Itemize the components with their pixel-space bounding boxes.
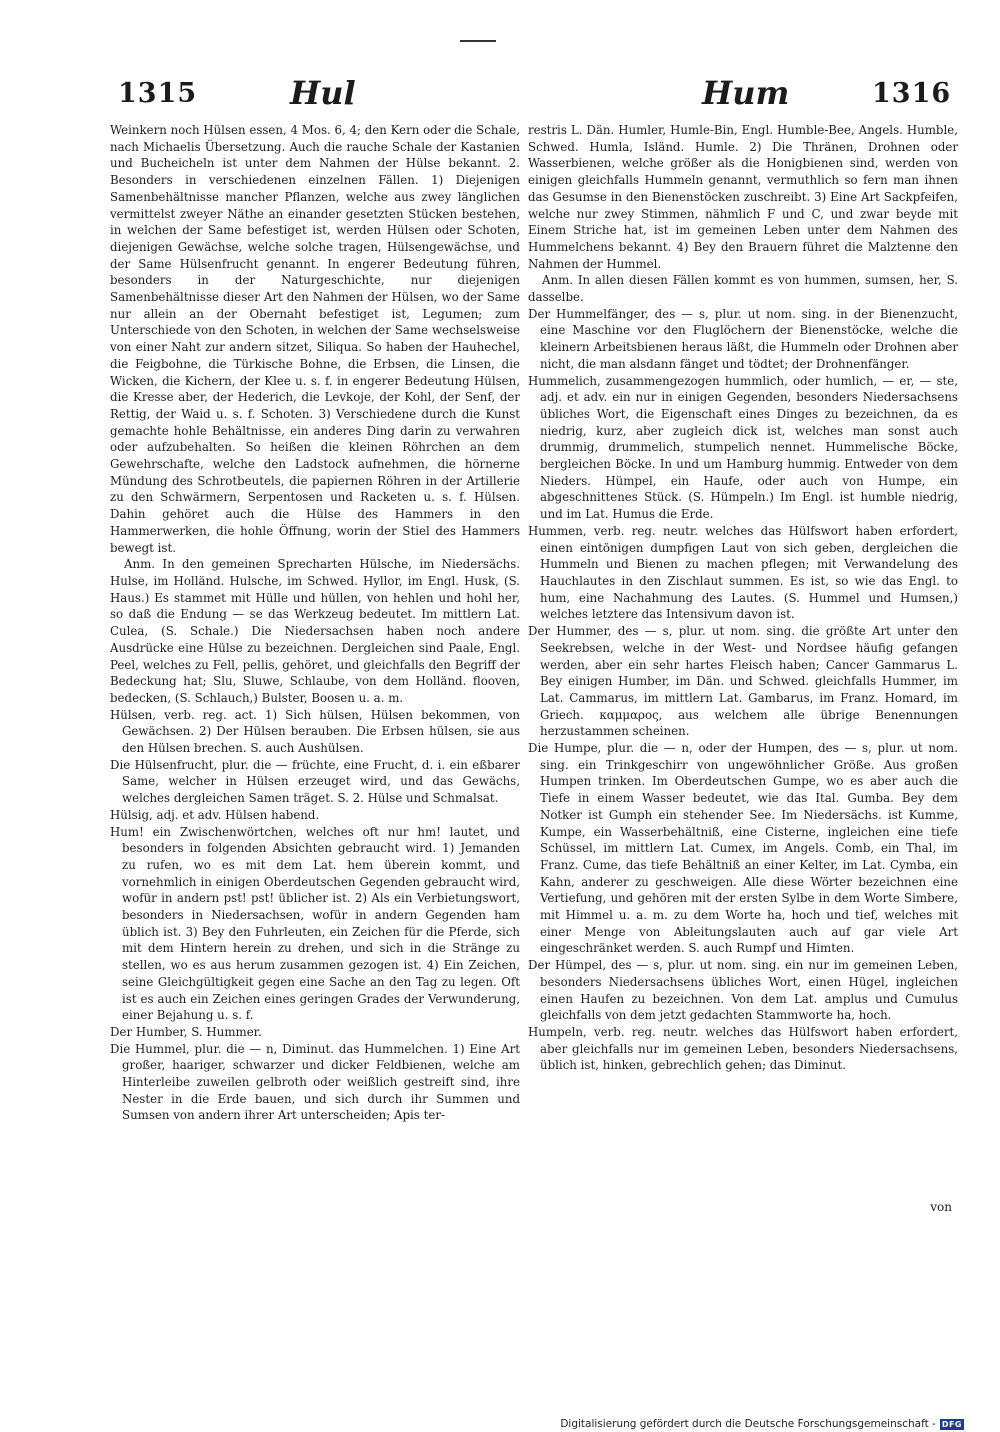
dictionary-entry: Hum! ein Zwischenwörtchen, welches oft nur hm! lautet, und besonders in folgenden Absichten gebraucht wird. 1) Jemanden zu rufen, wo es mit dem Lat. hem überein kommt, und vornehmlich in einigen Oberdeutschen Gegenden gebraucht wird, wofür in andern pst! pst! üblicher ist. 2) Als ein Verbietungswort, besonders in Niedersachsen, wofür in andern Gegenden ham üblich ist. 3) Bey den Fuhrleuten, ein Zeichen für die Pferde, sich mit dem Hintern herein zu drehen, und sich in die Stränge zu stellen, wo es aus herum zusammen gezogen ist. 4) Ein Zeichen, seine Gleichgültigkeit gegen eine Sache an den Tag zu legen. Oft ist es auch ein Zeichen eines geringen Grades der Verwunderung, einer Bejahung u. s. f. xyxy=(110,824,520,1023)
continued-paragraph: restris L. Dän. Humler, Humle-Bin, Engl. Humble-Bee, Angels. Humble, Schwed. Humla, Isländ. Humle. 2) Die Thränen, Drohnen oder Wasserbienen, welche größer als die Honigbienen sind, werden von einigen gleichfalls Hummeln genannt, vermuthlich so fern man ihnen das Gesumse in den Bienenstöcken zuschreibt. 3) Eine Art Sackpfeifen, welche nur zwey Stimmen, nähmlich F und C, und zwar beyde mit Einem Striche hat, ist im gemeinen Leben unter dem Nahmen des Hummelchens bekannt. 4) Bey den Brauern führet die Malztenne den Nahmen der Hummel. xyxy=(528,123,958,271)
dictionary-entry: Der Humber, S. Hummer. xyxy=(110,1024,262,1039)
top-rule-mark xyxy=(460,40,478,42)
annotation-paragraph: Anm. In den gemeinen Sprecharten Hülsche, im Niedersächs. Hulse, im Holländ. Hulsche, im Schwed. Hyllor, im Engl. Husk, (S. Haus.) Es stammet mit Hülle und hüllen, von hehlen und hohl her, so daß die Endung — se das Werkzeug bedeutet. Im mittlern Lat. Culea, (S. Schale.) Die Niedersachsen haben noch andere Ausdrücke eine Hülse zu bezeichnen. Dergleichen sind Paale, Engl. Peel, welches zu Fell, pellis, gehöret, und gleichfalls den Begriff der Bedeckung hat; Slu, Sluwe, Schlaube, von dem Holländ. flooven, bedecken, (S. Schlauch,) Bulster, Boosen u. a. m. xyxy=(110,557,520,705)
dictionary-entry: Die Hülsenfrucht, plur. die — früchte, eine Frucht, d. i. ein eßbarer Same, welcher in Hülsen erzeuget wird, und das Gewächs, welches dergleichen Samen träget. S. 2. Hülse und Schmalsat. xyxy=(110,757,520,806)
dictionary-entry: Der Hummelfänger, des — s, plur. ut nom. sing. in der Bienenzucht, eine Maschine vor den Fluglöchern der Bienenstöcke, welche die kleinern Arbeitsbienen heraus läßt, die Hummeln oder Drohnen aber nicht, die man alsdann fänget und tödtet; der Drohnenfänger. xyxy=(528,306,958,371)
dictionary-entry: Hülsen, verb. reg. act. 1) Sich hülsen, Hülsen bekommen, von Gewächsen. 2) Der Hülsen berauben. Die Erbsen hülsen, sie aus den Hülsen brechen. S. auch Aushülsen. xyxy=(110,707,520,756)
annotation-paragraph: Anm. In allen diesen Fällen kommt es von hummen, sumsen, her, S. dasselbe. xyxy=(528,273,958,305)
dictionary-entry: Die Humpe, plur. die — n, oder der Humpen, des — s, plur. ut nom. sing. ein Trinkgeschirr von ungewöhnlicher Größe. Aus großen Humpen trinken. Im Oberdeutschen Gumpe, wo es aber auch die Tiefe in einem Wasser bedeutet, wie das Ital. Gumba. Bey dem Notker ist Gumph ein stehender See. Im Niedersächs. ist Kumme, Kumpe, ein Wasserbehältniß, eine Cisterne, ingleichen eine tiefe Schüssel, im mittlern Lat. Cumex, im Angels. Comb, ein Thal, im Franz. Cume, das tiefe Behältniß an einer Kelter, im Lat. Cymba, ein Kahn, anderer zu geschweigen. Alle diese Wörter bezeichnen eine Vertiefung, und gehören mit der ersten Sylbe in dem Worte Simbere, mit Himmel u. a. m. zu dem Worte ha, hoch und tief, welches mit einer Menge von Ableitungslauten auch auf gar viele Art eingeschränket werden. S. auch Rumpf und Himten. xyxy=(528,741,958,956)
left-column xyxy=(110,122,520,1124)
dfg-logo: DFG xyxy=(941,1419,962,1429)
dictionary-entry: Die Hummel, plur. die — n, Diminut. das Hummelchen. 1) Eine Art großer, haariger, schwarzer und dicker Feldbienen, welche am Hinterleibe zuweilen gelbroth oder weißlich gestreift sind, ihre Nester in die Erde bauen, und sich durch ihr Summen und Sumsen von andern ihrer Art unterscheiden; Apis ter- xyxy=(110,1041,520,1123)
dictionary-entry: Der Hümpel, des — s, plur. ut nom. sing. ein nur im gemeinen Leben, besonders Niedersachsens übliches Wort, einen Hügel, ingleichen einen Haufen zu bezeichnen. Von dem Lat. amplus und Cumulus gleichfalls von dem jetzt gedachten Stammworte ha, hoch. xyxy=(528,958,958,1023)
dictionary-entry: Der Hummer, des — s, plur. ut nom. sing. die größte Art unter den Seekrebsen, welche in der West- und Nordsee häufig gefangen werden, aber ein sehr hartes Fleisch haben; Cancer Gammarus L. Bey einigen Humber, im Dän. und Schwed. gleichfalls Hummer, im Lat. Cammarus, im mittlern Lat. Gambarus, im Franz. Homard, im Griech. καμμαρος, aus welchem alle übrige Benennungen herzustammen scheinen. xyxy=(528,624,958,739)
column-head-left: Hul xyxy=(290,74,356,112)
page-number-left: 1315 xyxy=(118,78,198,109)
catchword: von xyxy=(930,1200,952,1214)
dictionary-entry: Humpeln, verb. reg. neutr. welches das Hülfswort haben erfordert, aber gleichfalls nur im gemeinen Leben, besonders Niedersachsens, üblich ist, hinken, gebrechlich gehen; das Diminut. xyxy=(528,1024,958,1073)
column-head-right: Hum xyxy=(702,74,790,112)
page-number-right: 1316 xyxy=(872,78,952,109)
right-column xyxy=(528,122,958,1074)
continued-paragraph: Weinkern noch Hülsen essen, 4 Mos. 6, 4; den Kern oder die Schale, nach Michaelis Übersetzung. Auch die rauche Schale der Kastanien und Bucheicheln ist unter dem Nahmen der Hülse bekannt. 2. Besonders in verschiedenen einzelnen Fällen. 1) Diejenigen Samenbehältnisse mancher Pflanzen, welche aus zwey länglichen vermittelst zweyer Näthe an einander gesetzten Stücken bestehen, in welchen der Same befestiget ist, werden Hülsen oder Schoten, diejenigen Gewächse, welche solche tragen, Hülsengewächse, und der Same Hülsenfrucht genannt. In engerer Bedeutung führen, besonders in der Naturgeschichte, nur diejenigen Samenbehältnisse dieser Art den Nahmen der Hülsen, wo der Same nur allein an der Obernaht befestiget ist, Legumen; zum Unterschiede von den Schoten, in welchen der Same wechselsweise von einer Naht zur andern sitzet, Siliqua. So haben der Hauhechel, die Feigbohne, die Türkische Bohne, die Erbsen, die Linsen, die Wicken, die Kichern, der Klee u. s. f. in engerer Bedeutung Hülsen, die Kresse aber, der Hederich, die Levkoje, der Kohl, der Senf, der Rettig, der Waid u. s. f. Schoten. 3) Verschiedene durch die Kunst gemachte hohle Behältnisse, ein anderes Ding darin zu verwahren oder aufzubehalten. So heißen die kleinen Röhrchen an dem Gewehrschafte, welche den Ladstock aufnehmen, die hörnerne Mündung des Schrotbeutels, die papiernen Röhren in der Artillerie zu den Schwärmern, Serpentosen und Racketen u. s. f. Hülsen. Dahin gehöret auch die Hülse des Hammers in den Hammerwerken, die hohle Öffnung, worin der Stiel des Hammers bewegt ist. xyxy=(110,123,520,555)
dictionary-entry: Hummen, verb. reg. neutr. welches das Hülfswort haben erfordert, einen eintönigen dumpfigen Laut von sich geben, dergleichen die Hummeln und Bienen zu machen pflegen; mit Verwandelung des Hauchlautes in den Zischlaut summen. Es ist, so wie das Engl. to hum, eine Nachahmung des Lautes. (S. Hummel und Humsen,) welches letztere das Intensivum davon ist. xyxy=(528,523,958,622)
top-rule-mark xyxy=(478,40,496,42)
dictionary-entry: Hülsig, adj. et adv. Hülsen habend. xyxy=(110,807,320,822)
footer-text: Digitalisierung gefördert durch die Deutsche Forschungsgemeinschaft - xyxy=(560,1418,936,1430)
footer xyxy=(560,1418,964,1430)
dictionary-entry: Hummelich, zusammengezogen hummlich, oder humlich, — er, — ste, adj. et adv. ein nur in einigen Gegenden, besonders Niedersachsens übliches Wort, die Eigenschaft eines Dinges zu bezeichnen, da es niedrig, kurz, aber zugleich dick ist, welches man sonst auch drummig, drummelich, stumpelich nennet. Hummelische Böcke, bergleichen Böcke. In und um Hamburg hummig. Entweder von dem Nieders. Hümpel, ein Haufe, oder auch von Humpe, ein abgeschnittenes Stück. (S. Hümpeln.) Im Engl. ist humble niedrig, und im Lat. Humus die Erde. xyxy=(528,373,958,522)
